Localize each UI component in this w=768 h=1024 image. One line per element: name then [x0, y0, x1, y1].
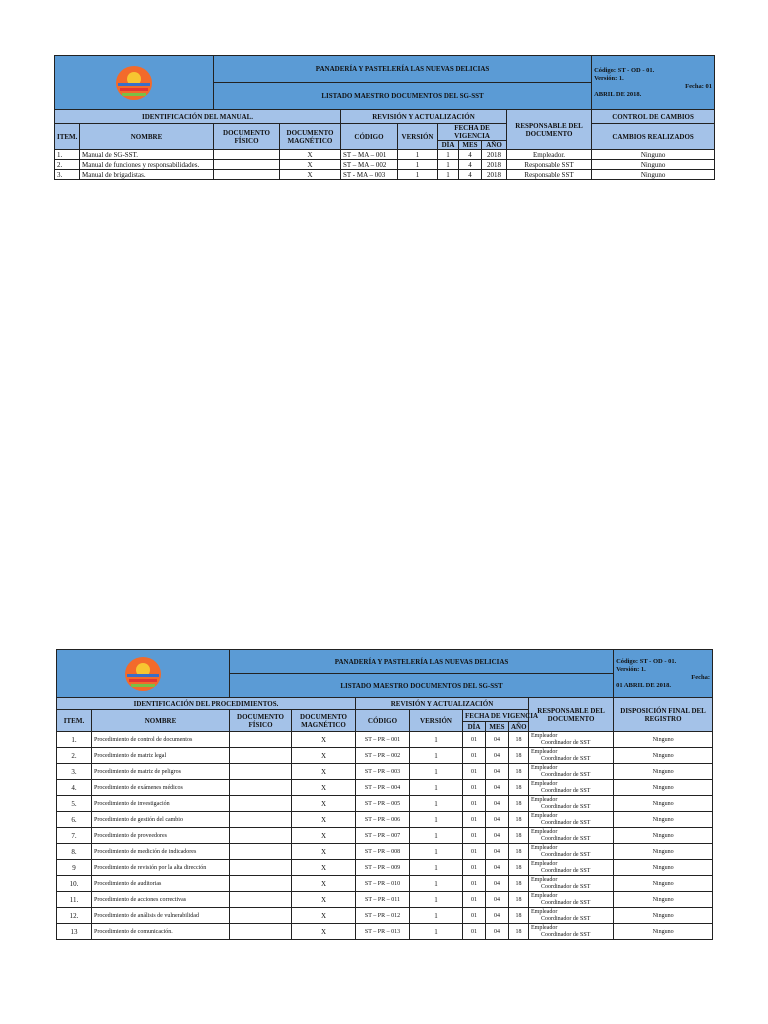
version-line: Versión: 1.: [616, 665, 646, 673]
col-mes-2: MES: [486, 722, 509, 732]
date-line: Fecha: 01: [685, 82, 713, 90]
cell-codigo: ST – PR – 002: [356, 748, 410, 764]
document-title-2: LISTADO MAESTRO DOCUMENTOS DEL SG-SST: [230, 674, 614, 698]
cell-dia: 01: [463, 924, 486, 940]
cell-nombre: Procedimiento de gestión del cambio: [92, 812, 230, 828]
procedures-table: [56, 649, 713, 940]
cell-disposicion: Ninguno: [614, 876, 713, 892]
cell-responsable: [529, 876, 614, 892]
col-dia-2: DÍA: [463, 722, 486, 732]
cell-fisico: [230, 828, 292, 844]
cell-version: 1: [410, 892, 463, 908]
cell-disposicion: Ninguno: [614, 732, 713, 748]
document-code-block: [592, 56, 715, 110]
cell-nombre: Procedimiento de acciones correctivas: [92, 892, 230, 908]
cell-codigo: ST – PR – 009: [356, 860, 410, 876]
section-identification-2: IDENTIFICACIÓN DEL PROCEDIMIENTOS.: [57, 698, 356, 710]
cell-mes: 04: [486, 844, 509, 860]
cell-magnetico: X: [292, 764, 356, 780]
cell-codigo: ST – MA – 002: [341, 160, 398, 170]
cell-fisico: [214, 170, 280, 180]
cell-responsable: [529, 812, 614, 828]
cell-nombre: Manual de funciones y responsabilidades.: [80, 160, 214, 170]
cell-item: 4.: [57, 780, 92, 796]
responsable-line-2: Coordinador de SST: [541, 899, 591, 906]
cell-version: 1: [410, 860, 463, 876]
cell-item: 6.: [57, 812, 92, 828]
cell-item: 1.: [57, 732, 92, 748]
responsable-line-1: Empleador: [531, 860, 558, 867]
table-row: [57, 780, 713, 796]
cell-codigo: ST – PR – 010: [356, 876, 410, 892]
section-disposition: DISPOSICIÓN FINAL DEL REGISTRO: [614, 698, 713, 732]
cell-ano: 18: [509, 812, 529, 828]
document-title: LISTADO MAESTRO DOCUMENTOS DEL SG-SST: [214, 83, 592, 110]
cell-nombre: Manual de brigadistas.: [80, 170, 214, 180]
cell-cambios: Ninguno: [592, 150, 715, 160]
cell-item: 8.: [57, 844, 92, 860]
cell-codigo: ST – PR – 001: [356, 732, 410, 748]
responsable-line-2: Coordinador de SST: [541, 867, 591, 874]
cell-version: 1: [410, 732, 463, 748]
cell-dia: 01: [463, 764, 486, 780]
col-nombre-2: NOMBRE: [92, 710, 230, 732]
cell-item: 9: [57, 860, 92, 876]
cell-nombre: Procedimiento de matriz de peligros: [92, 764, 230, 780]
cell-ano: 18: [509, 844, 529, 860]
cell-magnetico: X: [280, 170, 341, 180]
section-revision: REVISIÓN Y ACTUALIZACIÓN: [341, 110, 507, 124]
cell-codigo: ST – MA – 001: [341, 150, 398, 160]
responsable-line-1: Empleador: [531, 828, 558, 835]
section-change-control: CONTROL DE CAMBIOS: [592, 110, 715, 124]
cell-ano: 18: [509, 908, 529, 924]
cell-magnetico: X: [292, 812, 356, 828]
cell-mes: 4: [459, 150, 482, 160]
cell-codigo: ST – PR – 005: [356, 796, 410, 812]
manual-table: [54, 55, 715, 180]
cell-codigo: ST – PR – 003: [356, 764, 410, 780]
date-line-2: 01 ABRIL DE 2018.: [616, 681, 671, 689]
col-item-2: ITEM.: [57, 710, 92, 732]
col-magnetico-2: DOCUMENTO MAGNÉTICO: [292, 710, 356, 732]
version-line: Versión: 1.: [594, 74, 624, 82]
cell-responsable: [529, 780, 614, 796]
cell-codigo: ST – PR – 012: [356, 908, 410, 924]
cell-mes: 04: [486, 796, 509, 812]
col-nombre: NOMBRE: [80, 124, 214, 150]
cell-mes: 04: [486, 780, 509, 796]
cell-disposicion: Ninguno: [614, 764, 713, 780]
cell-responsable: Empleador.: [507, 150, 592, 160]
cell-item: 11.: [57, 892, 92, 908]
col-fisico-2: DOCUMENTO FÍSICO: [230, 710, 292, 732]
cell-item: 2.: [57, 748, 92, 764]
cell-nombre: Procedimiento de comunicación.: [92, 924, 230, 940]
responsable-line-1: Empleador: [531, 732, 558, 739]
company-logo-2: [57, 650, 230, 698]
cell-fisico: [214, 150, 280, 160]
cell-version: 1: [410, 748, 463, 764]
cell-ano: 2018: [482, 170, 507, 180]
cell-nombre: Procedimiento de exámenes médicos: [92, 780, 230, 796]
cell-item: 3.: [57, 764, 92, 780]
cell-cambios: Ninguno: [592, 160, 715, 170]
cell-dia: 01: [463, 748, 486, 764]
cell-magnetico: X: [292, 892, 356, 908]
cell-nombre: Procedimiento de medición de indicadores: [92, 844, 230, 860]
responsable-line-2: Coordinador de SST: [541, 835, 591, 842]
responsable-line-1: Empleador: [531, 924, 558, 931]
cell-responsable: [529, 924, 614, 940]
cell-codigo: ST – PR – 008: [356, 844, 410, 860]
col-ano-2: AÑO: [509, 722, 529, 732]
cell-ano: 2018: [482, 160, 507, 170]
cell-fisico: [230, 908, 292, 924]
cell-disposicion: Ninguno: [614, 924, 713, 940]
cell-item: 3.: [55, 170, 80, 180]
cell-version: 1: [410, 780, 463, 796]
cell-ano: 18: [509, 892, 529, 908]
col-magnetico: DOCUMENTO MAGNÉTICO: [280, 124, 341, 150]
col-ano: AÑO: [482, 141, 507, 150]
cell-codigo: ST – PR – 007: [356, 828, 410, 844]
cell-version: 1: [398, 160, 438, 170]
cell-responsable: [529, 860, 614, 876]
cell-ano: 18: [509, 860, 529, 876]
cell-dia: 1: [438, 170, 459, 180]
table-row: [57, 892, 713, 908]
responsable-line-1: Empleador: [531, 748, 558, 755]
bakery-logo-icon: [112, 64, 156, 102]
cell-nombre: Procedimiento de revisión por la alta dirección: [92, 860, 230, 876]
cell-fisico: [230, 844, 292, 860]
table-row: [55, 150, 715, 160]
cell-fisico: [230, 892, 292, 908]
col-mes: MES: [459, 141, 482, 150]
table-row: [57, 828, 713, 844]
cell-disposicion: Ninguno: [614, 908, 713, 924]
code-line: Código: ST - OD - 01.: [594, 66, 655, 74]
responsable-line-1: Empleador: [531, 892, 558, 899]
cell-fisico: [230, 860, 292, 876]
section-responsible: RESPONSABLE DEL DOCUMENTO: [507, 110, 592, 150]
cell-mes: 04: [486, 828, 509, 844]
cell-mes: 4: [459, 160, 482, 170]
cell-disposicion: Ninguno: [614, 748, 713, 764]
cell-magnetico: X: [292, 780, 356, 796]
responsable-line-2: Coordinador de SST: [541, 883, 591, 890]
cell-item: 10.: [57, 876, 92, 892]
cell-ano: 18: [509, 780, 529, 796]
cell-mes: 04: [486, 860, 509, 876]
cell-version: 1: [410, 796, 463, 812]
table-row: [57, 924, 713, 940]
cell-version: 1: [398, 170, 438, 180]
cell-magnetico: X: [280, 150, 341, 160]
cell-magnetico: X: [292, 796, 356, 812]
cell-mes: 4: [459, 170, 482, 180]
cell-nombre: Procedimiento de matriz legal: [92, 748, 230, 764]
responsable-line-2: Coordinador de SST: [541, 819, 591, 826]
cell-nombre: Procedimiento de análisis de vulnerabilidad: [92, 908, 230, 924]
responsable-line-1: Empleador: [531, 780, 558, 787]
manual-rows: [55, 150, 715, 180]
cell-cambios: Ninguno: [592, 170, 715, 180]
cell-disposicion: Ninguno: [614, 780, 713, 796]
cell-responsable: [529, 764, 614, 780]
cell-disposicion: Ninguno: [614, 828, 713, 844]
responsable-line-2: Coordinador de SST: [541, 803, 591, 810]
cell-ano: 18: [509, 764, 529, 780]
cell-disposicion: Ninguno: [614, 812, 713, 828]
cell-dia: 01: [463, 796, 486, 812]
cell-responsable: [529, 796, 614, 812]
cell-dia: 1: [438, 160, 459, 170]
responsable-line-2: Coordinador de SST: [541, 915, 591, 922]
cell-version: 1: [410, 764, 463, 780]
col-codigo-2: CÓDIGO: [356, 710, 410, 732]
code-line: Código: ST - OD - 01.: [616, 657, 677, 665]
cell-responsable: Responsable SST: [507, 170, 592, 180]
cell-version: 1: [410, 812, 463, 828]
cell-mes: 04: [486, 748, 509, 764]
cell-mes: 04: [486, 812, 509, 828]
cell-ano: 18: [509, 828, 529, 844]
cell-dia: 01: [463, 812, 486, 828]
cell-item: 2.: [55, 160, 80, 170]
responsable-line-2: Coordinador de SST: [541, 851, 591, 858]
table-row: [57, 844, 713, 860]
cell-responsable: [529, 844, 614, 860]
cell-fisico: [230, 796, 292, 812]
cell-mes: 04: [486, 908, 509, 924]
col-cambios: CAMBIOS REALIZADOS: [592, 124, 715, 150]
cell-dia: 1: [438, 150, 459, 160]
table-row: [57, 732, 713, 748]
cell-mes: 04: [486, 892, 509, 908]
cell-disposicion: Ninguno: [614, 892, 713, 908]
cell-responsable: [529, 748, 614, 764]
col-fecha-vigencia-2: FECHA DE VIGENCIA: [463, 710, 529, 722]
table-row: [57, 796, 713, 812]
cell-ano: 18: [509, 796, 529, 812]
cell-magnetico: X: [292, 876, 356, 892]
document-code-block-2: [614, 650, 713, 698]
col-version-2: VERSIÓN: [410, 710, 463, 732]
cell-disposicion: Ninguno: [614, 844, 713, 860]
section-responsible-2: RESPONSABLE DEL DOCUMENTO: [529, 698, 614, 732]
company-name-2: PANADERÍA Y PASTELERÍA LAS NUEVAS DELICIAS: [230, 650, 614, 674]
bakery-logo-icon: [121, 655, 165, 693]
cell-responsable: [529, 908, 614, 924]
cell-version: 1: [410, 876, 463, 892]
responsable-line-1: Empleador: [531, 908, 558, 915]
cell-version: 1: [410, 844, 463, 860]
cell-magnetico: X: [292, 844, 356, 860]
company-name: PANADERÍA Y PASTELERÍA LAS NUEVAS DELICIAS: [214, 56, 592, 83]
cell-ano: 18: [509, 924, 529, 940]
cell-dia: 01: [463, 844, 486, 860]
responsable-line-2: Coordinador de SST: [541, 755, 591, 762]
col-dia: DÍA: [438, 141, 459, 150]
cell-mes: 04: [486, 876, 509, 892]
section-identification: IDENTIFICACIÓN DEL MANUAL.: [55, 110, 341, 124]
procedure-rows: [57, 732, 713, 940]
cell-fisico: [230, 780, 292, 796]
cell-mes: 04: [486, 764, 509, 780]
cell-magnetico: X: [292, 732, 356, 748]
cell-dia: 01: [463, 892, 486, 908]
table-row: [57, 764, 713, 780]
cell-disposicion: Ninguno: [614, 796, 713, 812]
cell-magnetico: X: [292, 860, 356, 876]
cell-fisico: [230, 764, 292, 780]
cell-nombre: Procedimiento de control de documentos: [92, 732, 230, 748]
cell-fisico: [214, 160, 280, 170]
date-line-2: ABRIL DE 2018.: [594, 90, 642, 98]
responsable-line-2: Coordinador de SST: [541, 787, 591, 794]
cell-magnetico: X: [292, 828, 356, 844]
cell-item: 12.: [57, 908, 92, 924]
cell-codigo: ST – PR – 004: [356, 780, 410, 796]
cell-magnetico: X: [292, 924, 356, 940]
col-item: ITEM.: [55, 124, 80, 150]
table-row: [57, 812, 713, 828]
cell-dia: 01: [463, 876, 486, 892]
cell-disposicion: Ninguno: [614, 860, 713, 876]
cell-responsable: [529, 892, 614, 908]
date-line: Fecha:: [691, 673, 711, 681]
cell-version: 1: [398, 150, 438, 160]
cell-version: 1: [410, 828, 463, 844]
table-row: [57, 860, 713, 876]
cell-responsable: [529, 732, 614, 748]
cell-magnetico: X: [292, 908, 356, 924]
cell-item: 5.: [57, 796, 92, 812]
cell-fisico: [230, 876, 292, 892]
table-row: [55, 170, 715, 180]
cell-responsable: [529, 828, 614, 844]
col-codigo: CÓDIGO: [341, 124, 398, 150]
cell-mes: 04: [486, 924, 509, 940]
col-version: VERSIÓN: [398, 124, 438, 150]
responsable-line-2: Coordinador de SST: [541, 739, 591, 746]
cell-item: 7.: [57, 828, 92, 844]
cell-dia: 01: [463, 860, 486, 876]
responsable-line-1: Empleador: [531, 812, 558, 819]
cell-dia: 01: [463, 780, 486, 796]
section-revision-2: REVISIÓN Y ACTUALIZACIÓN: [356, 698, 529, 710]
cell-magnetico: X: [292, 748, 356, 764]
cell-fisico: [230, 924, 292, 940]
col-fisico: DOCUMENTO FÍSICO: [214, 124, 280, 150]
cell-fisico: [230, 812, 292, 828]
cell-dia: 01: [463, 908, 486, 924]
table-row: [57, 908, 713, 924]
cell-nombre: Manual de SG-SST.: [80, 150, 214, 160]
col-fecha-vigencia: FECHA DE VIGENCIA: [438, 124, 507, 141]
responsable-line-1: Empleador: [531, 844, 558, 851]
cell-ano: 18: [509, 748, 529, 764]
cell-codigo: ST – PR – 011: [356, 892, 410, 908]
table-row: [55, 160, 715, 170]
cell-dia: 01: [463, 732, 486, 748]
cell-magnetico: X: [280, 160, 341, 170]
cell-version: 1: [410, 908, 463, 924]
table-row: [57, 748, 713, 764]
cell-item: 1.: [55, 150, 80, 160]
cell-nombre: Procedimiento de proveedores: [92, 828, 230, 844]
cell-ano: 2018: [482, 150, 507, 160]
cell-codigo: ST – PR – 013: [356, 924, 410, 940]
cell-nombre: Procedimiento de investigación: [92, 796, 230, 812]
cell-codigo: ST - MA – 003: [341, 170, 398, 180]
cell-mes: 04: [486, 732, 509, 748]
cell-ano: 18: [509, 732, 529, 748]
cell-fisico: [230, 732, 292, 748]
company-logo: [55, 56, 214, 110]
responsable-line-1: Empleador: [531, 796, 558, 803]
cell-item: 13: [57, 924, 92, 940]
cell-version: 1: [410, 924, 463, 940]
cell-fisico: [230, 748, 292, 764]
cell-dia: 01: [463, 828, 486, 844]
responsable-line-2: Coordinador de SST: [541, 771, 591, 778]
table-row: [57, 876, 713, 892]
responsable-line-1: Empleador: [531, 876, 558, 883]
responsable-line-1: Empleador: [531, 764, 558, 771]
cell-responsable: Responsable SST: [507, 160, 592, 170]
cell-nombre: Procedimiento de auditorias: [92, 876, 230, 892]
cell-codigo: ST – PR – 006: [356, 812, 410, 828]
cell-ano: 18: [509, 876, 529, 892]
responsable-line-2: Coordinador de SST: [541, 931, 591, 938]
